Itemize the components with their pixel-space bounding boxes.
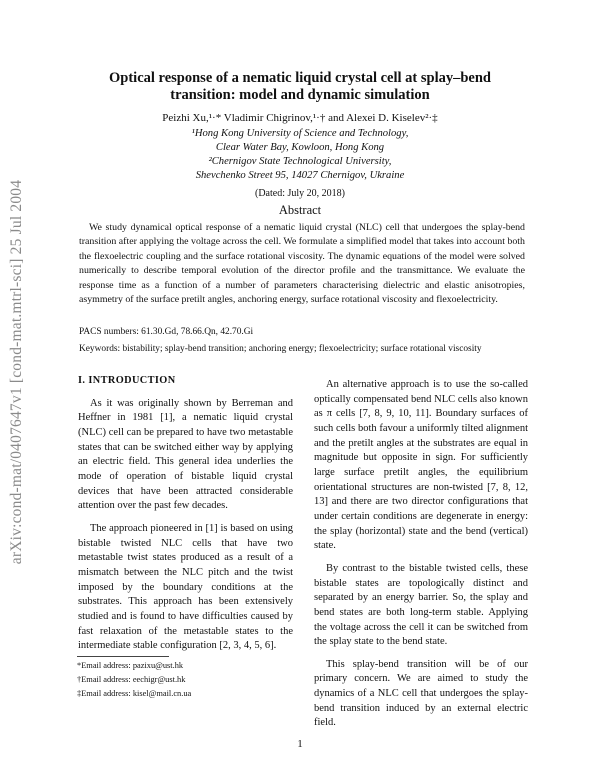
section-heading: I. INTRODUCTION bbox=[78, 375, 176, 386]
affiliation-line-2: Clear Water Bay, Kowloon, Hong Kong bbox=[215, 142, 385, 153]
paragraph: The approach pioneered in [1] is based on using bistable twisted NLC cells that have two metastable twist states produced as a result of a mismatch between the NLC pitch and the twist imposed by the boundary conditions at the substrates. This approach has been extensively studied and is found to have difficulties caused by fast relaxation of the metastable states to the intermediate stable configuration [2, 3, 4, 5, 6]. bbox=[78, 522, 293, 652]
authors: Peizhi Xu,¹·* Vladimir Chigrinov,¹·† and Alexei D. Kiselev²·‡ bbox=[162, 112, 438, 124]
dated: (Dated: July 20, 2018) bbox=[255, 188, 345, 199]
title-line-1: Optical response of a nematic liquid crystal cell at splay–bend bbox=[109, 70, 491, 86]
left-column bbox=[78, 374, 293, 662]
footnote-3: ‡Email address: kisel@mail.cn.ua bbox=[77, 689, 192, 698]
arxiv-id: arXiv:cond-mat/0407647v1 [cond-mat.mtrl-sci] 25 Jul 2004 bbox=[8, 179, 25, 565]
paper-title bbox=[60, 70, 540, 104]
page-number: 1 bbox=[297, 738, 303, 750]
affiliation-line-4: Shevchenko Street 95, 14027 Chernigov, Ukraine bbox=[195, 170, 405, 181]
paragraph: By contrast to the bistable twisted cells, these bistable states are topologically distinct and separated by an energy barrier. So, the splay and bend states are both long-term stable. Applying the voltage across the cell it can be switched from the splay state to the bend state. bbox=[314, 562, 528, 648]
affiliation-line-1: ¹Hong Kong University of Science and Technology, bbox=[191, 128, 409, 139]
paragraph: An alternative approach is to use the so-called optically compensated bend NLC cells also known as π cells [7, 8, 9, 10, 11]. Boundary surfaces of such cells both favour a uniformly tilted alignment and the pretilt angles at the substrates are equal in magnitude but opposite in sign. For sufficiently large surface pretilt angles, the equilibrium orientational structures are non-twisted [7, 8, 12, 13] and there are two director configurations that under certain conditions are degenerate in energy: the splay (horizontal) state and the bend (vertical) state. bbox=[314, 379, 528, 552]
right-column bbox=[314, 378, 528, 739]
abstract-heading: Abstract bbox=[278, 203, 322, 217]
footnote-rule bbox=[77, 656, 169, 657]
keywords: Keywords: bistability; splay-bend transition; anchoring energy; flexoelectricity; surface rotational viscosity bbox=[79, 344, 482, 354]
abstract-text: We study dynamical optical response of a nematic liquid crystal (NLC) cell that undergoes the splay-bend transition after applying the voltage across the cell. We formulate a simplified model that takes into account both the flexoelectric coupling and the surface rotational viscosity. The dynamic equations of the model were solved numerically to describe temporal evolution of the director profile and the transmittance. We evaluate the response time as a function of a number of parameters characterising dielectric and elastic anisotropies, asymmetry of the surface pretilt angles, anchoring energy, surface rotational viscosity and flexoelectricity. bbox=[79, 222, 525, 306]
pacs-numbers: PACS numbers: 61.30.Gd, 78.66.Qn, 42.70.Gi bbox=[79, 327, 254, 337]
footnote-2: †Email address: eechigr@ust.hk bbox=[77, 675, 186, 684]
title-line-2: transition: model and dynamic simulation bbox=[170, 87, 430, 103]
paragraph: As it was originally shown by Berreman and Heffner in 1981 [1], a nematic liquid crystal (NLC) cell can be prepared to have two metastable states that can be switched either way by applying an electric field. This general idea underlies the mode of operation of bistable liquid crystal devices that have been attracted considerable attention over the past few decades. bbox=[78, 397, 293, 512]
arxiv-stamp bbox=[0, 0, 34, 776]
affiliation-line-3: ²Chernigov State Technological University, bbox=[208, 156, 392, 167]
footnote-1: *Email address: pazixu@ust.hk bbox=[77, 661, 184, 670]
paragraph: This splay-bend transition will be of our primary concern. We are aimed to study the dynamics of a NLC cell that undergoes the splay-bend transition induced by an external electric field. bbox=[314, 658, 528, 729]
